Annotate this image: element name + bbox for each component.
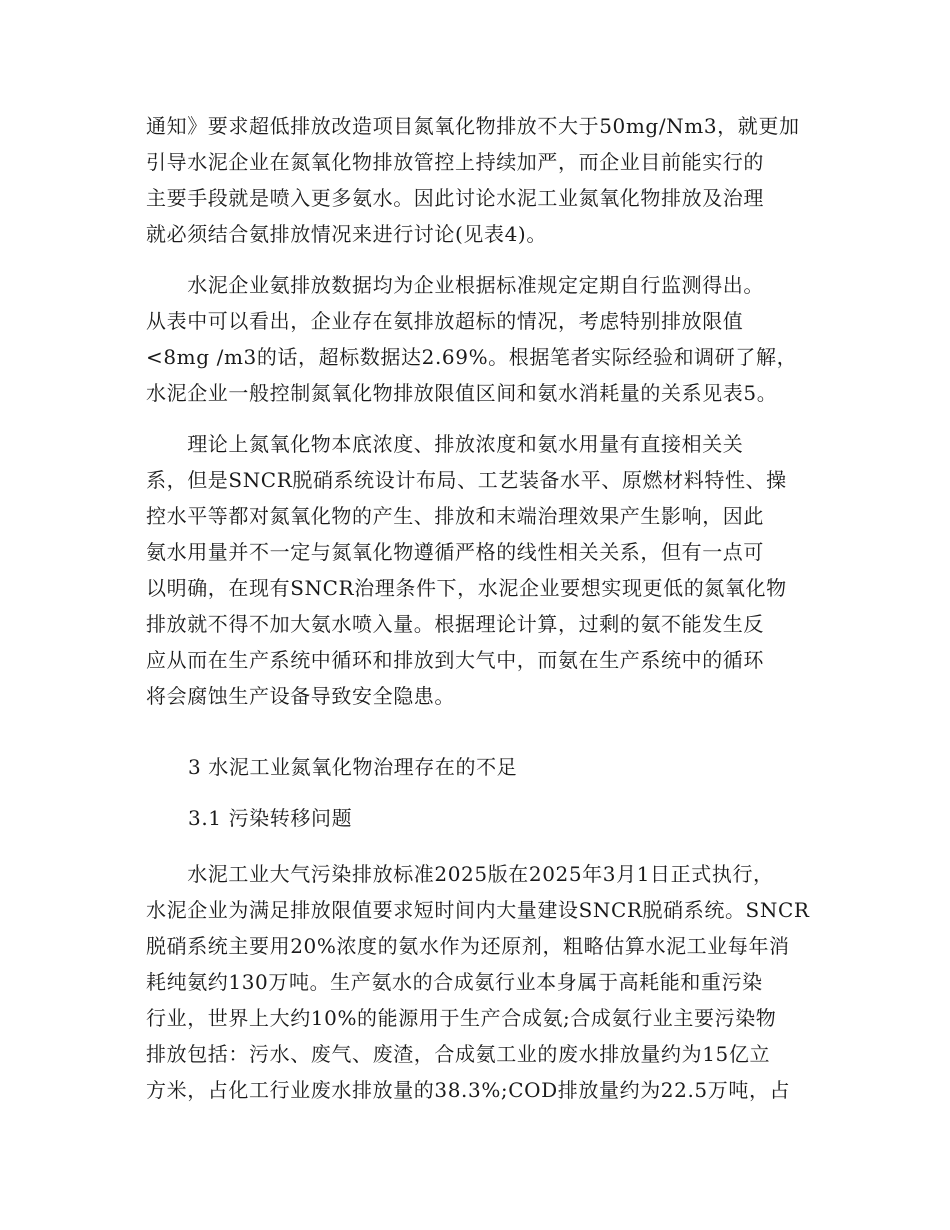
text-line: 以明确，在现有SNCR治理条件下，水泥企业要想实现更低的氮氧化物 — [146, 576, 787, 600]
text-line: 脱硝系统主要用20%浓度的氨水作为还原剂，粗略估算水泥工业每年消 — [146, 934, 790, 958]
text-line: 水泥企业氨排放数据均为企业根据标准规定定期自行监测得出。 — [146, 273, 764, 297]
text-line: 通知》要求超低排放改造项目氮氧化物排放不大于50mg/Nm3，就更加 — [146, 114, 800, 138]
text-line: 方米，占化工行业废水排放量的38.3%;COD排放量约为22.5万吨，占 — [146, 1078, 791, 1102]
paragraph-4 — [146, 856, 810, 1108]
text-line: 系，但是SNCR脱硝系统设计布局、工艺装备水平、原燃材料特性、操 — [146, 468, 787, 492]
text-line: 就必须结合氨排放情况来进行讨论(见表4)。 — [146, 222, 547, 246]
text-line: 水泥工业大气污染排放标准2025版在2025年3月1日正式执行， — [146, 862, 774, 886]
text-line: 控水平等都对氮氧化物的产生、排放和末端治理效果产生影响，因此 — [146, 504, 764, 528]
text-line: 水泥企业一般控制氮氧化物排放限值区间和氨水消耗量的关系见表5。 — [146, 381, 778, 405]
text-line: 引导水泥企业在氮氧化物排放管控上持续加严，而企业目前能实行的 — [146, 150, 764, 174]
text-line: 耗纯氨约130万吨。生产氨水的合成氨行业本身属于高耗能和重污染 — [146, 970, 763, 994]
text-line: 理论上氮氧化物本底浓度、排放浓度和氨水用量有直接相关关 — [146, 432, 744, 456]
subsection-heading: 3.1 污染转移问题 — [188, 806, 353, 830]
text-line: 氨水用量并不一定与氮氧化物遵循严格的线性相关关系，但有一点可 — [146, 540, 764, 564]
text-line: 排放就不得不加大氨水喷入量。根据理论计算，过剩的氨不能发生反 — [146, 612, 764, 636]
paragraph-1 — [146, 108, 806, 252]
paragraph-3 — [146, 426, 806, 714]
text-line: 水泥企业为满足排放限值要求短时间内大量建设SNCR脱硝系统。SNCR — [146, 898, 810, 922]
text-line: 行业，世界上大约10%的能源用于生产合成氨;合成氨行业主要污染物 — [146, 1006, 777, 1030]
text-line: 将会腐蚀生产设备导致安全隐患。 — [146, 684, 455, 708]
paragraph-2 — [146, 267, 806, 411]
section-heading: 3 水泥工业氮氧化物治理存在的不足 — [188, 755, 518, 779]
text-line: 从表中可以看出，企业存在氨排放超标的情况，考虑特别排放限值 — [146, 309, 744, 333]
text-line: 排放包括：污水、废气、废渣，合成氨工业的废水排放量约为15亿立 — [146, 1042, 771, 1066]
text-line: 主要手段就是喷入更多氨水。因此讨论水泥工业氮氧化物排放及治理 — [146, 186, 764, 210]
text-line: <8mg /m3的话，超标数据达2.69%。根据笔者实际经验和调研了解， — [146, 345, 798, 369]
text-line: 应从而在生产系统中循环和排放到大气中，而氨在生产系统中的循环 — [146, 648, 764, 672]
